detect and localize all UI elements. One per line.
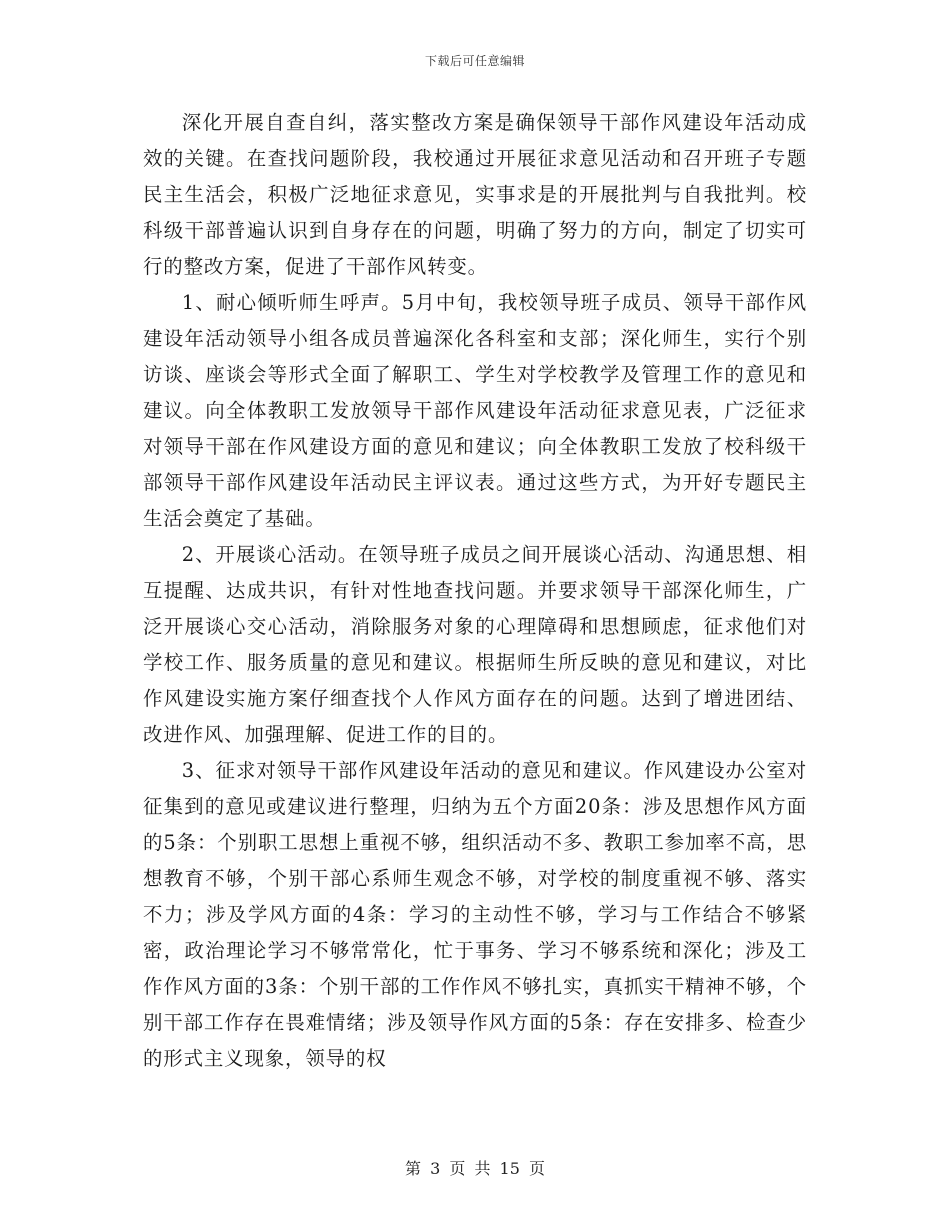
document-body bbox=[143, 105, 807, 1077]
paragraph-intro: 深化开展自查自纠，落实整改方案是确保领导干部作风建设年活动成效的关键。在查找问题阶段，我校通过开展征求意见活动和召开班子专题民主生活会，积极广泛地征求意见，实事求是的开展批判与自我批判。校科级干部普遍认识到自身存在的问题，明确了努力的方向，制定了切实可行的整改方案，促进了干部作风转变。 bbox=[143, 111, 807, 278]
paragraph-item-1: 1、耐心倾听师生呼声。5月中旬，我校领导班子成员、领导干部作风建设年活动领导小组各成员普遍深化各科室和支部；深化师生，实行个别访谈、座谈会等形式全面了解职工、学生对学校教学及管理工作的意见和建议。向全体教职工发放领导干部作风建设年活动征求意见表，广泛征求对领导干部在作风建设方面的意见和建议；向全体教职工发放了校科级干部领导干部作风建设年活动民主评议表。通过这些方式，为开好专题民主生活会奠定了基础。 bbox=[143, 291, 807, 530]
paragraph-item-3: 3、征求对领导干部作风建设年活动的意见和建议。作风建设办公室对征集到的意见或建议进行整理，归纳为五个方面20条：涉及思想作风方面的5条：个别职工思想上重视不够，组织活动不多、教职工参加率不高，思想教育不够，个别干部心系师生观念不够，对学校的制度重视不够、落实不力；涉及学风方面的4条：学习的主动性不够，学习与工作结合不够紧密，政治理论学习不够常常化，忙于事务、学习不够系统和深化；涉及工作作风方面的3条：个别干部的工作作风不够扎实，真抓实干精神不够，个别干部工作存在畏难情绪；涉及领导作风方面的5条：存在安排多、检查少的形式主义现象，领导的权 bbox=[143, 759, 807, 1070]
page-header: 下载后可任意编辑 bbox=[424, 54, 525, 68]
page-number-footer: 第 3 页 共 15 页 bbox=[405, 1159, 545, 1178]
paragraph-item-2: 2、开展谈心活动。在领导班子成员之间开展谈心活动、沟通思想、相互提醒、达成共识，有针对性地查找问题。并要求领导干部深化师生，广泛开展谈心交心活动，消除服务对象的心理障碍和思想顾虑，征求他们对学校工作、服务质量的意见和建议。根据师生所反映的意见和建议，对比作风建设实施方案仔细查找个人作风方面存在的问题。达到了增进团结、改进作风、加强理解、促进工作的目的。 bbox=[143, 543, 807, 746]
